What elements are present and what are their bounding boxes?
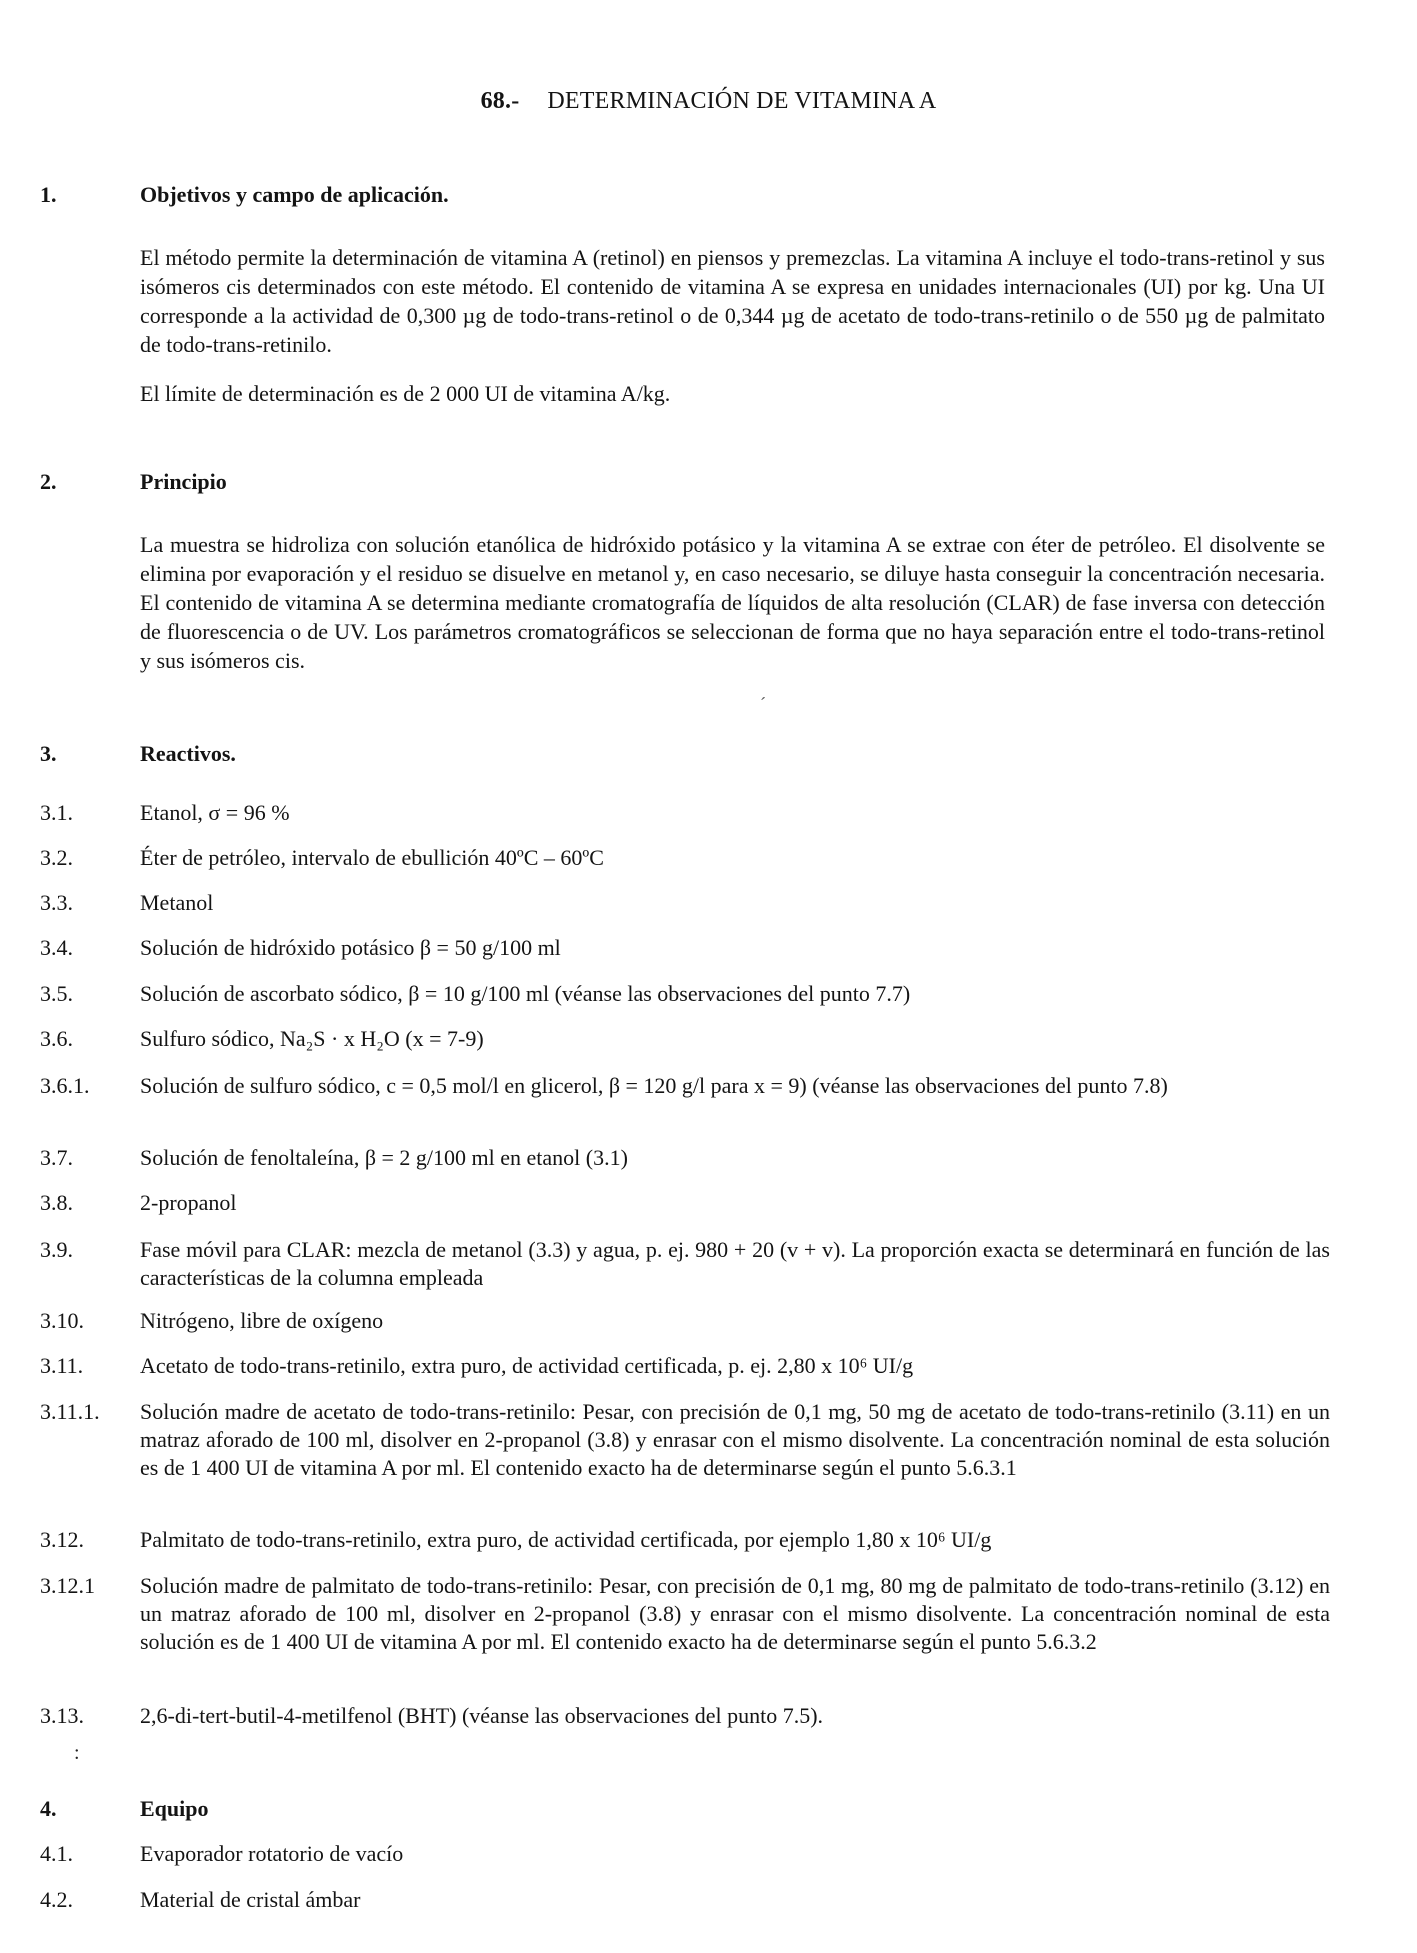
list-item-text: Solución madre de palmitato de todo-trans-retinilo: Pesar, con precisión de 0,1 mg, 80 mg de palmitato de todo-trans-retinilo (3.12) en un matraz aforado de 100 ml, disolver en 2-propanol (3.8) y enrasar con el mismo disolvente. La concentración nominal de esta solución es de 1 400 UI de vitamina A por ml. El contenido exacto ha de determinarse según el punto 5.6.3.2 [140, 1573, 1330, 1654]
list-item-text: 2,6-di-tert-butil-4-metilfenol (BHT) (véanse las observaciones del punto 7.5). [140, 1703, 824, 1728]
list-item-number: 3.10. [40, 1308, 84, 1333]
section-1-paragraph-1: El método permite la determinación de vitamina A (retinol) en piensos y premezclas. La vitamina A incluye el todo-trans-retinol y sus isómeros cis determinados con este método. El contenido de vitamina A se expresa en unidades internacionales (UI) por kg. Una UI corresponde a la actividad de 0,300 µg de todo-trans-retinol o de 0,344 µg de acetato de todo-trans-retinilo o de 550 µg de palmitato de todo-trans-retinilo. [140, 245, 1325, 357]
section-number: 3. [40, 741, 57, 766]
section-4-heading [40, 1796, 209, 1822]
list-item [40, 1025, 1330, 1053]
list-item [40, 1840, 1330, 1868]
list-item-text: 2-propanol [140, 1190, 237, 1215]
list-item-number: 3.6. [40, 1026, 73, 1051]
list-item [40, 889, 1330, 917]
list-item-number: 3.12.1 [40, 1573, 95, 1598]
section-title: Reactivos. [140, 741, 236, 766]
list-item [40, 1352, 1330, 1380]
list-item [40, 980, 1330, 1008]
list-item [40, 1189, 1330, 1217]
list-item-number: 3.9. [40, 1237, 73, 1262]
section-number: 1. [40, 182, 57, 207]
list-item-text: Etanol, σ = 96 % [140, 800, 290, 825]
list-item [40, 1702, 1330, 1730]
section-1-paragraph-2: El límite de determinación es de 2 000 UI de vitamina A/kg. [140, 381, 671, 406]
list-item-text: Nitrógeno, libre de oxígeno [140, 1308, 384, 1333]
document-title [0, 88, 1417, 115]
list-item-number: 3.3. [40, 890, 73, 915]
list-item [40, 934, 1330, 962]
section-2-paragraph: La muestra se hidroliza con solución etanólica de hidróxido potásico y la vitamina A se extrae con éter de petróleo. El disolvente se elimina por evaporación y el residuo se disuelve en metanol y, en caso necesario, se diluye hasta conseguir la concentración necesaria. El contenido de vitamina A se determina mediante cromatografía de líquidos de alta resolución (CLAR) de fase inversa con detección de fluorescencia o de UV. Los parámetros cromatográficos se seleccionan de forma que no haya separación entre el todo-trans-retinol y sus isómeros cis. [140, 532, 1325, 673]
document-title-text: DETERMINACIÓN DE VITAMINA A [547, 88, 937, 114]
list-item [40, 1307, 1330, 1335]
section-3-heading [40, 741, 236, 767]
list-item-number: 3.4. [40, 935, 73, 960]
list-item-number: 3.13. [40, 1703, 84, 1728]
list-item-text: Solución de hidróxido potásico β = 50 g/100 ml [140, 935, 561, 960]
section-2-heading [40, 469, 227, 495]
list-item-number: 3.11. [40, 1353, 84, 1378]
section-number: 2. [40, 469, 57, 494]
list-item-number: 3.2. [40, 845, 73, 870]
list-item-number: 4.1. [40, 1841, 73, 1866]
list-item-number: 3.6.1. [40, 1073, 90, 1098]
section-title: Principio [140, 469, 227, 494]
section-1-heading [40, 182, 449, 208]
list-item-number: 3.1. [40, 800, 73, 825]
list-item-text: Solución de fenoltaleína, β = 2 g/100 ml en etanol (3.1) [140, 1145, 628, 1170]
list-item-text: Solución de ascorbato sódico, β = 10 g/100 ml (véanse las observaciones del punto 7.7) [140, 981, 911, 1006]
section-title: Objetivos y campo de aplicación. [140, 182, 449, 207]
list-item-number: 4.2. [40, 1887, 73, 1912]
list-item-number: 3.5. [40, 981, 73, 1006]
list-item-text: Éter de petróleo, intervalo de ebullición 40ºC – 60ºC [140, 845, 604, 870]
document-number: 68.- [480, 88, 520, 114]
list-item [40, 1236, 1330, 1292]
list-item-text: Fase móvil para CLAR: mezcla de metanol (3.3) y agua, p. ej. 980 + 20 (v + v). La proporción exacta se determinará en función de las características de la columna empleada [140, 1237, 1330, 1290]
list-item [40, 799, 1330, 827]
list-item-text: Metanol [140, 890, 214, 915]
list-item-text: Palmitato de todo-trans-retinilo, extra puro, de actividad certificada, por ejemplo 1,80 x 10⁶ UI/g [140, 1527, 992, 1552]
list-item [40, 1398, 1330, 1482]
list-item [40, 1072, 1330, 1100]
list-item [40, 1144, 1330, 1172]
list-item-number: 3.12. [40, 1527, 84, 1552]
list-item-number: 3.7. [40, 1145, 73, 1170]
list-item-number: 3.8. [40, 1190, 73, 1215]
list-item [40, 1572, 1330, 1656]
list-item [40, 844, 1330, 872]
list-item [40, 1886, 1330, 1914]
list-item [40, 1526, 1330, 1554]
section-title: Equipo [140, 1796, 209, 1821]
document-page: 68.- DETERMINACIÓN DE VITAMINA A 1. Objetivos y campo de aplicación. El método permite la determinación de vitamina A (retinol) en piensos y premezclas. La vitamina A incluye el todo-trans-retinol y sus isómeros cis determinados con este método. El contenido de vitamina A se expresa en unidades internacionales (UI) por kg. Una UI corresponde a la actividad de 0,300 µg de todo-trans-retinol o de 0,344 µg de acetato de todo-trans-retinilo o de 550 µg de palmitato de todo-trans-retinilo. El límite de determinación es de 2 000 UI de vitamina A/kg. 2. Principio La muestra se hidroliza con solución etanólica de hidróxido potásico y la vitamina A se extrae con éter de petróleo. El disolvente se elimina por evaporación y el residuo se disuelve en metanol y, en caso necesario, se diluye hasta conseguir la concentración necesaria. El contenido de vitamina A se determina mediante cromatografía de líquidos de alta resolución (CLAR) de fase inversa con detección de fluorescencia o de UV. Los parámetros cromatográficos se seleccionan de forma que no haya separación entre el todo-trans-retinol y sus isómeros cis. ´ 3. Reactivos. 3.1. Etanol, σ = 96 % 3.2. Éter de petróleo, intervalo de ebullición 40ºC – 60ºC 3.3. Metanol 3.4. Solución de hidróxido potásico β = 50 g/100 ml 3.5. Solución de ascorbato sódico, β = 10 g/100 ml (véanse las observaciones del punto 7.7) 3.6. Sulfuro sódico, Na₂S · x H₂O (x = 7-9) 3.6.1. Solución de sulfuro sódico, c = 0,5 mol/l en glicerol, β = 120 g/l para x = 9) (véanse las observaciones del punto 7.8) 3.7. Solución de fenoltaleína, β = 2 g/100 ml en etanol (3.1) 3.8. 2-propanol 3.9. Fase móvil para CLAR: mezcla de metanol (3.3) y agua, p. ej. 980 + 20 (v + v). La proporción exacta se determinará en función de las características de la columna empleada 3.10. Nitrógeno, libre de oxígeno 3.11. Acetato de todo-trans-retinilo, extra puro, de actividad certificada, p. ej. 2,80 x 10⁶ UI/g 3.11.1. Solución madre de acetato de todo-trans-retinilo: Pesar, con precisión de 0,1 mg, 50 mg de acetato de todo-trans-retinilo (3.11) en un matraz aforado de 100 ml, disolver en 2-propanol (3.8) y enrasar con el mismo disolvente. La concentración nominal de esta solución es de 1 400 UI de vitamina A por ml. El contenido exacto ha de determinarse según el punto 5.6.3.1 3.12. Palmitato de todo-trans-retinilo, extra puro, de actividad certificada, por ejemplo 1,80 x 10⁶ UI/g 3.12.1 Solución madre de palmitato de todo-trans-retinilo: Pesar, con precisión de 0,1 mg, 80 mg de palmitato de todo-trans-retinilo (3.12) en un matraz aforado de 100 ml, disolver en 2-propanol (3.8) y enrasar con el mismo disolvente. La concentración nominal de esta solución es de 1 400 UI de vitamina A por ml. El contenido exacto ha de determinarse según el punto 5.6.3.2 3.13. 2,6-di-tert-butil-4-metilfenol (BHT) (véanse las observaciones del punto 7.5). : 4. Equipo 4.1. Evaporador rotatorio de vacío 4.2. Material de cristal ámbar [0, 0, 1417, 1953]
list-item-text: Acetato de todo-trans-retinilo, extra puro, de actividad certificada, p. ej. 2,80 x 10⁶ UI/g [140, 1353, 914, 1378]
list-item-text: Solución de sulfuro sódico, c = 0,5 mol/l en glicerol, β = 120 g/l para x = 9) (véanse las observaciones del punto 7.8) [140, 1073, 1168, 1098]
list-item-text: Sulfuro sódico, Na₂S · x H₂O (x = 7-9) [140, 1026, 484, 1051]
list-item-text: Solución madre de acetato de todo-trans-retinilo: Pesar, con precisión de 0,1 mg, 50 mg de acetato de todo-trans-retinilo (3.11) en un matraz aforado de 100 ml, disolver en 2-propanol (3.8) y enrasar con el mismo disolvente. La concentración nominal de esta solución es de 1 400 UI de vitamina A por ml. El contenido exacto ha de determinarse según el punto 5.6.3.1 [140, 1399, 1330, 1480]
section-number: 4. [40, 1796, 57, 1821]
list-item-text: Material de cristal ámbar [140, 1887, 361, 1912]
list-item-number: 3.11.1. [40, 1399, 100, 1424]
list-item-text: Evaporador rotatorio de vacío [140, 1841, 404, 1866]
